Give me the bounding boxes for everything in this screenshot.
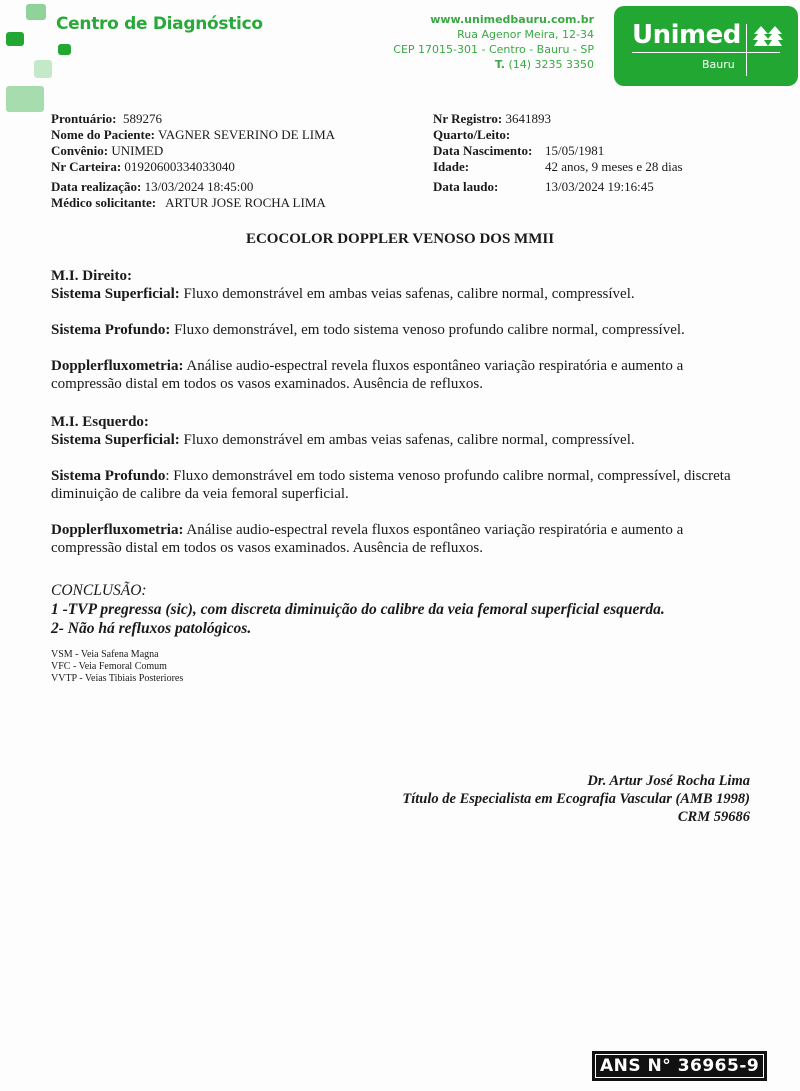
left-superficial: Fluxo demonstrável em ambas veias safenas, calibre normal, compressível. bbox=[183, 432, 635, 448]
section-left-limb bbox=[51, 413, 751, 557]
logo-city: Bauru bbox=[702, 58, 735, 71]
laudo-label: Data laudo: bbox=[433, 179, 499, 194]
prontuario: 589276 bbox=[122, 111, 162, 126]
registro: 3641893 bbox=[505, 111, 551, 126]
patient-info-right bbox=[433, 111, 683, 195]
quarto-label: Quarto/Leito: bbox=[433, 127, 511, 142]
signature-title: Título de Especialista em Ecografia Vascular (AMB 1998) bbox=[402, 791, 750, 807]
signature-crm: CRM 59686 bbox=[677, 809, 750, 825]
prontuario-label: Prontuário: bbox=[51, 111, 117, 126]
left-doppler-label: Dopplerfluxometria: bbox=[51, 522, 184, 538]
left-superficial-label: Sistema Superficial: bbox=[51, 432, 180, 448]
report-title: ECOCOLOR DOPPLER VENOSO DOS MMII bbox=[245, 231, 555, 247]
registro-label: Nr Registro: bbox=[433, 111, 503, 126]
right-profundo: Fluxo demonstrável, em todo sistema venoso profundo calibre normal, compressível. bbox=[174, 322, 685, 338]
brand-title: Centro de Diagnóstico bbox=[56, 14, 263, 34]
convenio: UNIMED bbox=[111, 143, 164, 158]
phone: (14) 3235 3350 bbox=[508, 58, 594, 71]
address: Rua Agenor Meira, 12-34 bbox=[457, 28, 594, 41]
data-realizacao-label: Data realização: bbox=[51, 179, 142, 194]
conclusion-item: 2- Não há refluxos patológicos. bbox=[51, 620, 252, 637]
carteira-label: Nr Carteira: bbox=[51, 159, 122, 174]
right-doppler: Análise audio-espectral revela fluxos espontâneo variação respiratória e aumento a compressão distal em todos os vasos examinados. Ausência de refluxos. bbox=[51, 358, 684, 392]
conclusion bbox=[51, 581, 665, 638]
patient-name-label: Nome do Paciente: bbox=[51, 127, 155, 142]
right-profundo-label: Sistema Profundo: bbox=[51, 322, 171, 338]
website-link[interactable]: www.unimedbauru.com.br bbox=[430, 13, 594, 26]
nascimento-label: Data Nascimento: bbox=[433, 143, 533, 158]
medico-label: Médico solicitante: bbox=[51, 195, 157, 210]
logo-word: Unimed bbox=[632, 20, 741, 50]
deco-square bbox=[34, 60, 52, 78]
deco-square bbox=[26, 4, 46, 20]
tree-icon bbox=[752, 24, 784, 52]
ans-badge: ANS N° 36965-9 bbox=[592, 1051, 767, 1081]
right-superficial-label: Sistema Superficial: bbox=[51, 286, 180, 302]
right-doppler-label: Dopplerfluxometria: bbox=[51, 358, 184, 374]
contact-block bbox=[393, 12, 594, 72]
conclusion-item: 1 -TVP pregressa (sic), com discreta diminuição do calibre da veia femoral superficial esquerda. bbox=[51, 601, 665, 618]
patient-info-left bbox=[51, 111, 335, 211]
conclusion-heading: CONCLUSÃO: bbox=[51, 582, 147, 599]
left-profundo-label: Sistema Profundo bbox=[51, 468, 166, 484]
abbreviation-item: VFC - Veia Femoral Comum bbox=[51, 661, 167, 672]
abbreviation-item: VVTP - Veias Tibiais Posteriores bbox=[51, 673, 184, 684]
deco-square bbox=[6, 86, 44, 112]
logo-divider bbox=[632, 52, 780, 53]
abbreviation-item: VSM - Veia Safena Magna bbox=[51, 649, 159, 660]
deco-square bbox=[58, 44, 71, 55]
idade-label: Idade: bbox=[433, 159, 470, 174]
abbreviations bbox=[51, 649, 183, 685]
deco-square bbox=[6, 32, 24, 46]
medico: ARTUR JOSE ROCHA LIMA bbox=[165, 195, 326, 210]
right-heading: M.I. Direito: bbox=[51, 268, 132, 284]
laudo: 13/03/2024 19:16:45 bbox=[545, 179, 654, 194]
section-right-limb bbox=[51, 267, 751, 393]
convenio-label: Convênio: bbox=[51, 143, 109, 158]
logo-divider bbox=[746, 24, 747, 76]
nascimento: 15/05/1981 bbox=[545, 143, 605, 158]
unimed-logo bbox=[614, 6, 798, 86]
patient-name: VAGNER SEVERINO DE LIMA bbox=[157, 127, 336, 142]
left-profundo: : Fluxo demonstrável em todo sistema venoso profundo calibre normal, compressível, discreta diminuição de calibre da veia femoral superficial. bbox=[51, 468, 731, 502]
phone-line bbox=[393, 57, 594, 72]
signature-block bbox=[402, 772, 750, 826]
left-doppler: Análise audio-espectral revela fluxos espontâneo variação respiratória e aumento a compressão distal em todos os vasos examinados. Ausência de refluxos. bbox=[51, 522, 684, 556]
carteira: 01920600334033040 bbox=[124, 159, 235, 174]
signature-name: Dr. Artur José Rocha Lima bbox=[587, 773, 750, 789]
idade: 42 anos, 9 meses e 28 dias bbox=[545, 159, 683, 174]
cep: CEP 17015-301 - Centro - Bauru - SP bbox=[393, 43, 594, 56]
right-superficial: Fluxo demonstrável em ambas veias safenas, calibre normal, compressível. bbox=[183, 286, 635, 302]
phone-label: T. bbox=[494, 58, 505, 71]
data-realizacao: 13/03/2024 18:45:00 bbox=[144, 179, 254, 194]
left-heading: M.I. Esquerdo: bbox=[51, 414, 149, 430]
